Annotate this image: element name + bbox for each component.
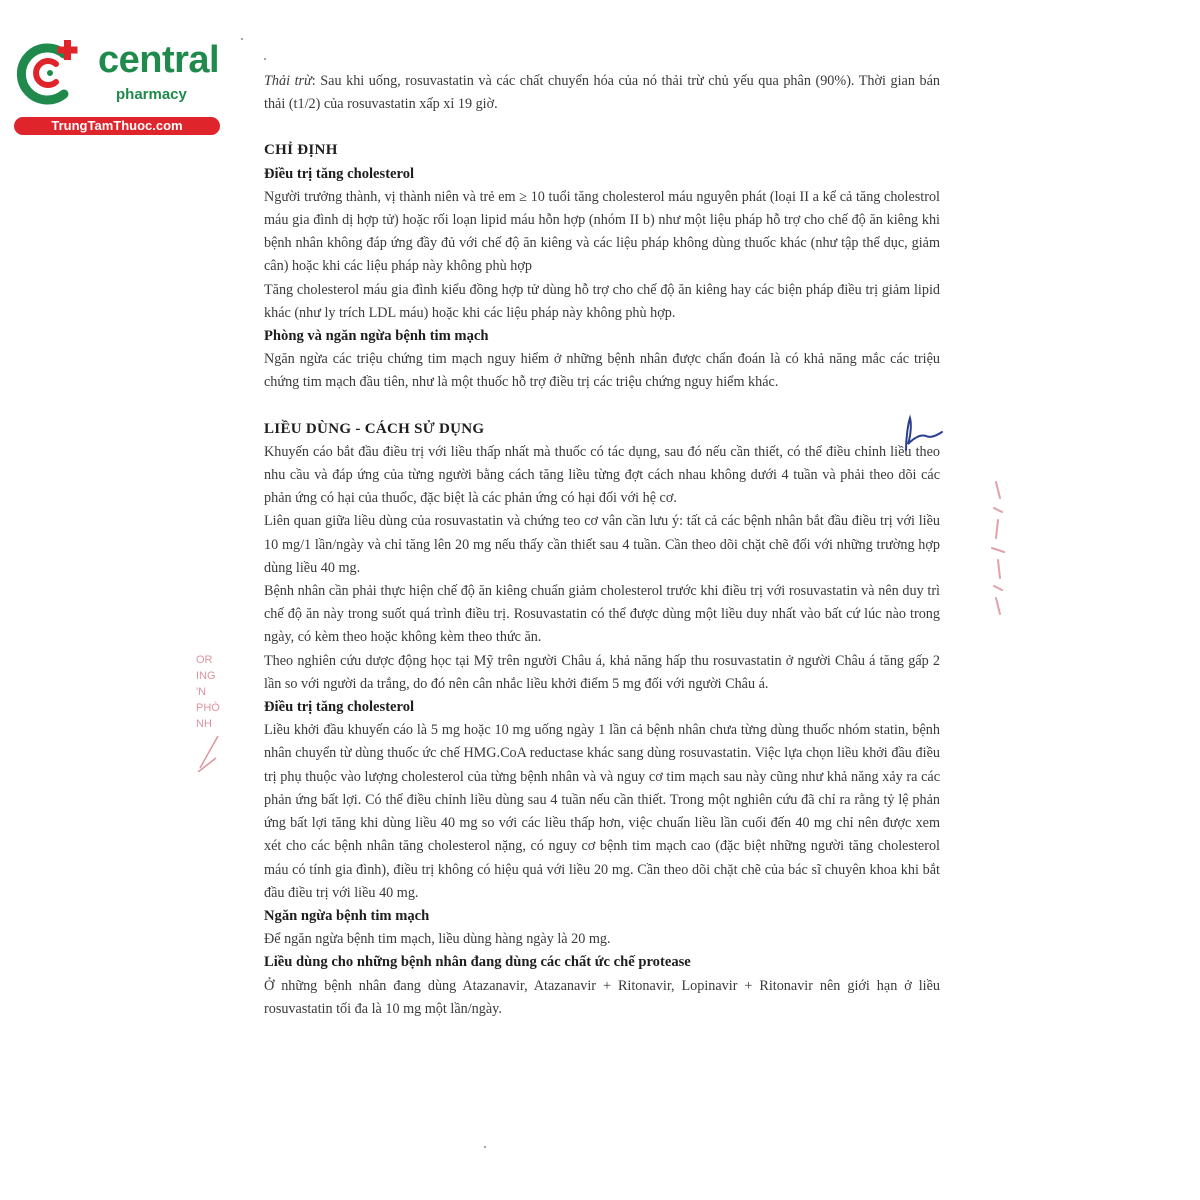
central-pharmacy-logo [12,38,222,138]
paragraph-dosage-diet: Bệnh nhân cần phải thực hiện chế độ ăn kiêng chuẩn giảm cholesterol trước khi điều trị với rosuvastatin và nên duy trì chế độ ăn này trong suốt quá trình điều trị. Rosuvastatin có thể được dùng một liều duy nhất vào bất cứ lúc nào trong ngày, có kèm theo hoặc không kèm theo thức ăn. [264,583,940,646]
subheading-cardio-dosage: Ngăn ngừa bệnh tim mạch [264,907,430,924]
pharmacy-cross-logo-icon [12,38,88,106]
scan-speck [241,38,243,40]
paragraph-dosage-asian: Theo nghiên cứu dược động học tại Mỹ trên người Châu á, khả năng hấp thu rosuvastatin ở người Châu á tăng gấp 2 lần so với người da trắng, do đó nên cân nhắc liều khởi điểm 5 mg đối với người Châu á. [264,652,940,692]
stamp-left-edge [196,652,226,792]
paragraph-cardio-dosage: Để ngăn ngừa bệnh tim mạch, liều dùng hàng ngày là 20 mg. [264,931,611,948]
signature-mark-icon [896,414,948,454]
paragraph-indication-primary: Người trưởng thành, vị thành niên và trẻ em ≥ 10 tuổi tăng cholesterol máu nguyên phát (loại II a kể cả tăng cholestrol máu gia đình dị hợp tử) hoặc rối loạn lipid máu hỗn hợp (nhóm II b) như một liệu pháp hỗ trợ cho chế độ ăn kiêng khi bệnh nhân không đáp ứng đầy đủ với chế độ ăn kiêng và các liệu pháp không dùng thuốc khác (như tập thể dục, giảm cân) hoặc khi các liệu pháp này không phù hợp [264,188,940,275]
subheading-cardio-prevention: Phòng và ngăn ngừa bệnh tim mạch [264,328,489,345]
stamp-line: OR [196,654,213,666]
brand-subtitle: pharmacy [116,86,187,103]
paragraph-dosage-myopathy: Liên quan giữa liều dùng của rosuvastatin và chứng teo cơ vân cần lưu ý: tất cả các bệnh nhân bắt đầu điều trị với liều 10 mg/1 lần/ngày và chỉ tăng lên 20 mg nếu thấy cần thiết sau 4 tuần. Cần theo dõi chặt chẽ đối với những trường hợp dùng liều 40 mg. [264,513,940,576]
paragraph-indication-familial: Tăng cholesterol máu gia đình kiểu đồng hợp tử dùng hỗ trợ cho chế độ ăn kiêng hay các biện pháp điều trị giảm lipid khác (như ly trích LDL máu) hoặc khi các liệu pháp này không phù hợp. [264,281,940,321]
paragraph-cardio-prevention: Ngăn ngừa các triệu chứng tim mạch nguy hiểm ở những bệnh nhân được chẩn đoán là có khả năng mắc các triệu chứng tim mạch đầu tiên, như là một thuốc hỗ trợ điều trị các triệu chứng nguy hiểm khác. [264,351,940,391]
stamp-line: PHÒ [196,702,220,714]
paragraph-dosage-start: Khuyến cáo bắt đầu điều trị với liều thấp nhất mà thuốc có tác dụng, sau đó nếu cần thiết, có thể điều chỉnh liều theo nhu cầu và đáp ứng của từng người bằng cách tăng liều từng đợt cách nhau không dưới 4 tuần và phải theo dõi các phản ứng có hại của thuốc, đặc biệt là các phản ứng có hại đối với hệ cơ. [264,443,940,507]
paragraph-protease-dosage: Ở những bệnh nhân đang dùng Atazanavir, Atazanavir + Ritonavir, Lopinavir + Ritonavir nên giới hạn ở liều rosuvastatin tối đa là 10 mg một lần/ngày. [264,977,940,1017]
excretion-text: : Sau khi uống, rosuvastatin và các chất chuyển hóa của nó thải trừ chủ yếu qua phân (90%). Thời gian bán thải (t1/2) của rosuvastatin xấp xỉ 19 giờ. [264,73,940,113]
section-heading-indications: CHỈ ĐỊNH [264,142,338,159]
stamp-line: NH [196,718,212,730]
scan-speck [484,1146,486,1148]
stamp-line: ING [196,670,216,682]
section-heading-dosage: LIỀU DÙNG - CÁCH SỬ DỤNG [264,420,485,437]
brand-website: TrungTamThuoc.com [14,117,220,135]
subheading-cholesterol-treatment: Điều trị tăng cholesterol [264,165,415,182]
scan-speck [264,58,266,60]
paragraph-excretion [264,70,940,116]
paragraph-cholesterol-dosage: Liều khởi đầu khuyến cáo là 5 mg hoặc 10 mg uống ngày 1 lần cả bệnh nhân chưa từng dùng thuốc nhóm statin, bệnh nhân chuyển từ dùng thuốc ức chế HMG.CoA reductase khác sang dùng rosuvastatin. Việc lựa chọn liều khởi đầu điều trị phụ thuộc vào lượng cholesterol của từng bệnh nhân và và nguy cơ tim mạch sau này cũng như khả năng xảy ra các phản ứng bất lợi. Có thể điều chỉnh liều dùng sau 4 tuần nếu cần thiết. Trong một nghiên cứu đã chỉ ra rằng tỷ lệ phản ứng bất lợi tăng khi dùng liều 40 mg so với các liều thấp hơn, việc chuẩn liều lần cuối đến 40 mg chỉ nên được xem xét cho các bệnh nhân tăng cholesterol nặng, có nguy cơ bệnh tim mạch cao (đặc biệt những người tăng cholesterol máu có tính gia đình), điều trị không có hiệu quả với liều 20 mg. Cần theo dõi chặt chẽ của bác sĩ chuyên khoa khi bắt đầu điều trị với liều 40 mg. [264,722,940,901]
subheading-cholesterol-dosage: Điều trị tăng cholesterol [264,699,415,716]
excretion-label: Thải trừ [264,73,312,89]
stamp-stroke-icon [196,732,222,772]
stamp-line: 'N [196,686,207,698]
brand-name: central [98,39,220,81]
leaflet-text [264,70,940,1021]
stamp-right-edge-icon [986,478,1010,618]
subheading-protease-dosage: Liều dùng cho những bệnh nhân đang dùng các chất ức chế protease [264,954,691,971]
